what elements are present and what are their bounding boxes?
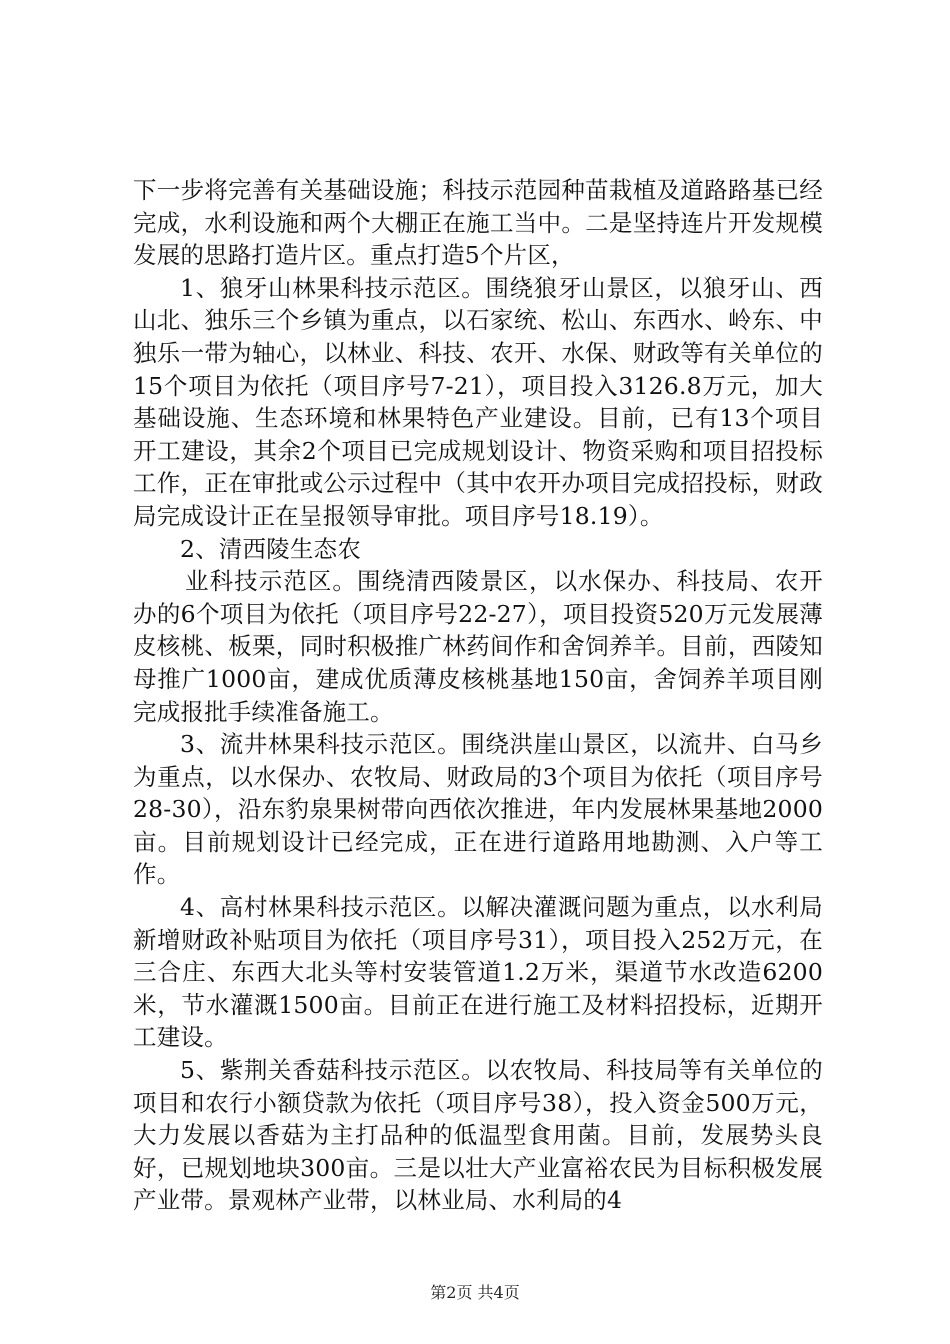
paragraph-zone-4: 4、高村林果科技示范区。以解决灌溉问题为重点，以水利局新增财政补贴项目为依托（项目序号31），项目投入252万元，在三合庄、东西大北头等村安装管道1.2万米，渠道节水改造6200米，节水灌溉1500亩。目前正在进行施工及材料招投标，近期开工建设。: [133, 893, 823, 1052]
paragraph-zone-5: 5、紫荆关香菇科技示范区。以农牧局、科技局等有关单位的项目和农行小额贷款为依托（项目序号38），投入资金500万元，大力发展以香菇为主打品种的低温型食用菌。目前，发展势头良好，已规划地块300亩。三是以壮大产业富裕农民为目标积极发展产业带。景观林产业带，以林业局、水利局的4: [133, 1056, 823, 1215]
paragraph-intro: 下一步将完善有关基础设施；科技示范园种苗栽植及道路路基已经完成，水利设施和两个大棚正在施工当中。二是坚持连片开发规模发展的思路打造片区。重点打造5个片区，: [133, 176, 823, 270]
paragraph-zone-2-heading: 2、清西陵生态农: [180, 534, 362, 563]
document-body: [133, 174, 823, 1217]
page-footer: 第2页 共4页: [430, 1283, 520, 1302]
paragraph-zone-1: 1、狼牙山林果科技示范区。围绕狼牙山景区，以狼牙山、西山北、独乐三个乡镇为重点，以石家统、松山、东西水、岭东、中独乐一带为轴心，以林业、科技、农开、水保、财政等有关单位的15个项目为依托（项目序号7-21），项目投入3126.8万元，加大基础设施、生态环境和林果特色产业建设。目前，已有13个项目开工建设，其余2个项目已完成规划设计、物资采购和项目招投标工作，正在审批或公示过程中（其中农开办项目完成招投标，财政局完成设计正在呈报领导审批。项目序号18.19）。: [133, 273, 823, 530]
paragraph-zone-3: 3、流井林果科技示范区。围绕洪崖山景区，以流井、白马乡为重点，以水保办、农牧局、财政局的3个项目为依托（项目序号28-30），沿东豹泉果树带向西依次推进，年内发展林果基地2000亩。目前规划设计已经完成，正在进行道路用地勘测、入户等工作。: [133, 730, 823, 889]
paragraph-zone-2: 业科技示范区。围绕清西陵景区，以水保办、科技局、农开办的6个项目为依托（项目序号22-27），项目投资520万元发展薄皮核桃、板栗，同时积极推广林药间作和舍饲养羊。目前，西陵知母推广1000亩，建成优质薄皮核桃基地150亩，舍饲养羊项目刚完成报批手续准备施工。: [133, 567, 823, 726]
